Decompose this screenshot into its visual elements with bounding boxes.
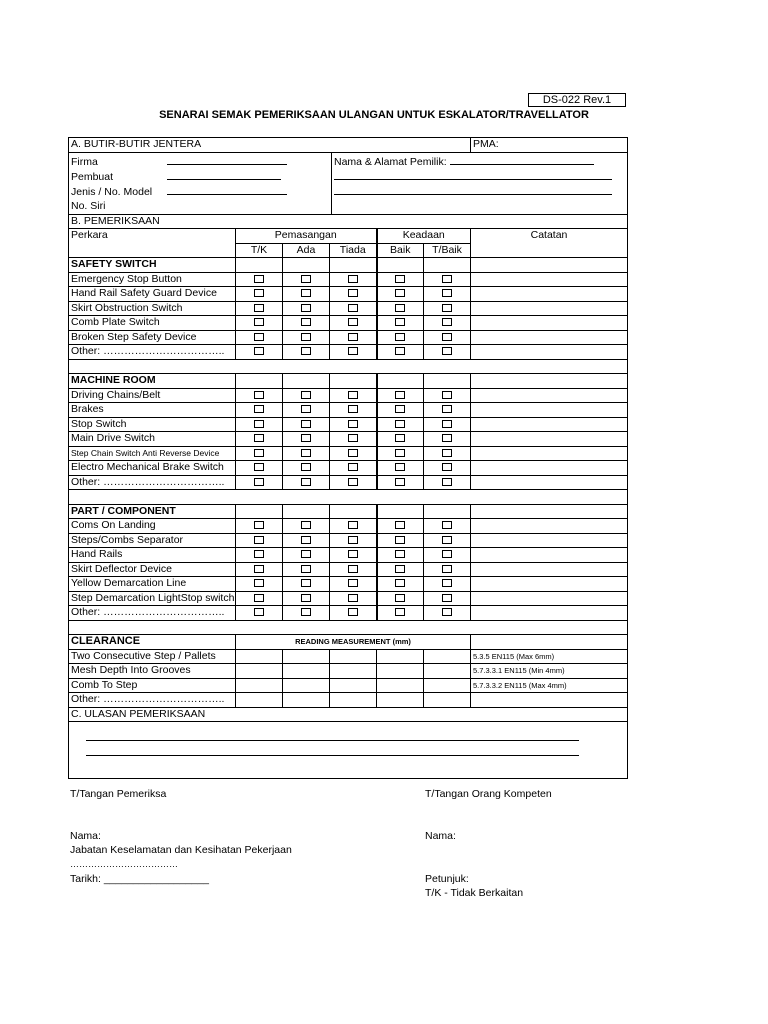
pma-field[interactable]: PMA: bbox=[471, 138, 628, 153]
checklist-row bbox=[69, 388, 628, 403]
ada-checkbox[interactable] bbox=[301, 521, 311, 529]
standard-note: 5.3.5 EN115 (Max 6mm) bbox=[471, 649, 628, 664]
catatan-cell[interactable] bbox=[471, 606, 628, 621]
baik-checkbox[interactable] bbox=[395, 275, 405, 283]
tbaik-checkbox[interactable] bbox=[442, 478, 452, 486]
tiada-checkbox[interactable] bbox=[348, 478, 358, 486]
tk-checkbox[interactable] bbox=[254, 579, 264, 587]
tk-checkbox[interactable] bbox=[254, 536, 264, 544]
baik-checkbox[interactable] bbox=[395, 391, 405, 399]
checklist-row bbox=[69, 432, 628, 447]
tbaik-checkbox[interactable] bbox=[442, 521, 452, 529]
checklist-row bbox=[69, 330, 628, 345]
tbaik-checkbox[interactable] bbox=[442, 594, 452, 602]
checklist-row bbox=[69, 533, 628, 548]
catatan-header: Catatan bbox=[471, 229, 628, 258]
catatan-cell[interactable] bbox=[471, 562, 628, 577]
tbaik-checkbox[interactable] bbox=[442, 536, 452, 544]
tbaik-checkbox[interactable] bbox=[442, 289, 452, 297]
group-title-row bbox=[69, 258, 628, 273]
tk-checkbox[interactable] bbox=[254, 304, 264, 312]
tk-checkbox[interactable] bbox=[254, 275, 264, 283]
legend-heading: Petunjuk: bbox=[425, 873, 469, 885]
checklist-row bbox=[69, 301, 628, 316]
department-label: Jabatan Keselamatan dan Kesihatan Pekerjaan bbox=[70, 844, 292, 856]
baik-checkbox[interactable] bbox=[395, 318, 405, 326]
tbaik-checkbox[interactable] bbox=[442, 391, 452, 399]
item-label: Other: …………………………….. bbox=[69, 345, 236, 360]
ada-checkbox[interactable] bbox=[301, 420, 311, 428]
tk-checkbox[interactable] bbox=[254, 333, 264, 341]
baik-checkbox[interactable] bbox=[395, 579, 405, 587]
baik-checkbox[interactable] bbox=[395, 420, 405, 428]
group-title-row bbox=[69, 374, 628, 389]
tbaik-checkbox[interactable] bbox=[442, 579, 452, 587]
baik-checkbox[interactable] bbox=[395, 304, 405, 312]
section-b-heading: B. PEMERIKSAAN bbox=[69, 214, 628, 229]
ada-checkbox[interactable] bbox=[301, 318, 311, 326]
checklist-row bbox=[69, 519, 628, 534]
tk-checkbox[interactable] bbox=[254, 289, 264, 297]
tk-checkbox[interactable] bbox=[254, 565, 264, 573]
checklist-row bbox=[69, 287, 628, 302]
legend-tk: T/K - Tidak Berkaitan bbox=[425, 887, 524, 899]
tiada-checkbox[interactable] bbox=[348, 579, 358, 587]
inspector-name-label: Nama: bbox=[70, 830, 101, 842]
tiada-checkbox[interactable] bbox=[348, 594, 358, 602]
ada-header: Ada bbox=[283, 243, 330, 258]
checklist-row bbox=[69, 606, 628, 621]
clearance-label: Comb To Step bbox=[69, 678, 236, 693]
tiada-checkbox[interactable] bbox=[348, 449, 358, 457]
ada-checkbox[interactable] bbox=[301, 333, 311, 341]
tbaik-checkbox[interactable] bbox=[442, 434, 452, 442]
standard-note: 5.7.3.3.2 EN115 (Max 4mm) bbox=[471, 678, 628, 693]
catatan-cell[interactable] bbox=[471, 446, 628, 461]
reading-cell[interactable] bbox=[330, 664, 377, 679]
reading-cell[interactable] bbox=[377, 664, 424, 679]
spacer-row bbox=[69, 620, 628, 635]
reading-cell[interactable] bbox=[377, 649, 424, 664]
item-label: Yellow Demarcation Line bbox=[69, 577, 236, 592]
item-label: Skirt Obstruction Switch bbox=[69, 301, 236, 316]
ada-checkbox[interactable] bbox=[301, 579, 311, 587]
tk-checkbox[interactable] bbox=[254, 449, 264, 457]
baik-checkbox[interactable] bbox=[395, 594, 405, 602]
tk-checkbox[interactable] bbox=[254, 391, 264, 399]
section-a-header-row bbox=[69, 138, 628, 153]
reading-cell[interactable] bbox=[330, 678, 377, 693]
group-title-row bbox=[69, 504, 628, 519]
pembuat-field[interactable] bbox=[167, 169, 281, 180]
clearance-label: Two Consecutive Step / Pallets bbox=[69, 649, 236, 664]
ada-checkbox[interactable] bbox=[301, 608, 311, 616]
ada-checkbox[interactable] bbox=[301, 536, 311, 544]
checklist-row bbox=[69, 316, 628, 331]
item-label: Hand Rail Safety Guard Device bbox=[69, 287, 236, 302]
checklist-row bbox=[69, 591, 628, 606]
tbaik-checkbox[interactable] bbox=[442, 449, 452, 457]
item-label: Comb Plate Switch bbox=[69, 316, 236, 331]
document-number: DS-022 Rev.1 bbox=[528, 93, 626, 107]
tk-checkbox[interactable] bbox=[254, 550, 264, 558]
department-dots: ……………………………… bbox=[70, 859, 178, 869]
reading-cell[interactable] bbox=[283, 649, 330, 664]
item-label: Other: …………………………….. bbox=[69, 606, 236, 621]
tiada-checkbox[interactable] bbox=[348, 275, 358, 283]
baik-checkbox[interactable] bbox=[395, 608, 405, 616]
spacer-row bbox=[69, 490, 628, 505]
catatan-cell[interactable] bbox=[471, 417, 628, 432]
reading-cell[interactable] bbox=[236, 664, 283, 679]
catatan-cell[interactable] bbox=[471, 301, 628, 316]
tbaik-checkbox[interactable] bbox=[442, 565, 452, 573]
checklist-row bbox=[69, 461, 628, 476]
section-b-header-row bbox=[69, 214, 628, 229]
checklist-row bbox=[69, 345, 628, 360]
tbaik-checkbox[interactable] bbox=[442, 608, 452, 616]
ada-checkbox[interactable] bbox=[301, 434, 311, 442]
catatan-cell[interactable] bbox=[471, 287, 628, 302]
tiada-checkbox[interactable] bbox=[348, 347, 358, 355]
reading-cell[interactable] bbox=[330, 693, 377, 708]
firma-label: Firma bbox=[71, 155, 98, 168]
tk-checkbox[interactable] bbox=[254, 434, 264, 442]
tk-header: T/K bbox=[236, 243, 283, 258]
comment-line-1 bbox=[86, 740, 579, 741]
keadaan-header: Keadaan bbox=[377, 229, 471, 244]
reading-cell[interactable] bbox=[424, 649, 471, 664]
checklist-row bbox=[69, 562, 628, 577]
tbaik-checkbox[interactable] bbox=[442, 550, 452, 558]
catatan-cell[interactable] bbox=[471, 577, 628, 592]
item-label: Main Drive Switch bbox=[69, 432, 236, 447]
item-label: Brakes bbox=[69, 403, 236, 418]
pemasangan-header: Pemasangan bbox=[236, 229, 377, 244]
catatan-cell[interactable] bbox=[471, 316, 628, 331]
catatan-cell[interactable] bbox=[471, 475, 628, 490]
ada-checkbox[interactable] bbox=[301, 347, 311, 355]
model-field[interactable] bbox=[167, 184, 287, 195]
date-field[interactable]: Tarikh: __________________ bbox=[70, 873, 209, 885]
checklist-row bbox=[69, 417, 628, 432]
group-title: PART / COMPONENT bbox=[69, 504, 236, 519]
item-label: Driving Chains/Belt bbox=[69, 388, 236, 403]
item-label: Other: …………………………….. bbox=[69, 475, 236, 490]
tk-checkbox[interactable] bbox=[254, 594, 264, 602]
reading-cell[interactable] bbox=[424, 664, 471, 679]
competent-name-label: Nama: bbox=[425, 830, 456, 842]
catatan-cell[interactable] bbox=[471, 533, 628, 548]
group-title: MACHINE ROOM bbox=[69, 374, 236, 389]
catatan-cell[interactable] bbox=[471, 272, 628, 287]
reading-cell[interactable] bbox=[424, 693, 471, 708]
tk-checkbox[interactable] bbox=[254, 347, 264, 355]
baik-header: Baik bbox=[377, 243, 424, 258]
baik-checkbox[interactable] bbox=[395, 449, 405, 457]
ada-checkbox[interactable] bbox=[301, 478, 311, 486]
tbaik-checkbox[interactable] bbox=[442, 304, 452, 312]
tiada-checkbox[interactable] bbox=[348, 391, 358, 399]
catatan-cell[interactable] bbox=[471, 388, 628, 403]
tiada-checkbox[interactable] bbox=[348, 333, 358, 341]
tk-checkbox[interactable] bbox=[254, 463, 264, 471]
reading-cell[interactable] bbox=[330, 649, 377, 664]
owner-label: Nama & Alamat Pemilik: bbox=[334, 155, 447, 168]
inspection-table bbox=[68, 137, 628, 779]
section-c-header-row bbox=[69, 707, 628, 722]
comments-row bbox=[69, 722, 628, 779]
tk-checkbox[interactable] bbox=[254, 318, 264, 326]
reading-cell[interactable] bbox=[236, 693, 283, 708]
tbaik-header: T/Baik bbox=[424, 243, 471, 258]
tiada-checkbox[interactable] bbox=[348, 304, 358, 312]
ada-checkbox[interactable] bbox=[301, 594, 311, 602]
standard-note: 5.7.3.3.1 EN115 (Min 4mm) bbox=[471, 664, 628, 679]
baik-checkbox[interactable] bbox=[395, 405, 405, 413]
ada-checkbox[interactable] bbox=[301, 565, 311, 573]
item-label: Emergency Stop Button bbox=[69, 272, 236, 287]
catatan-cell[interactable] bbox=[471, 461, 628, 476]
tiada-checkbox[interactable] bbox=[348, 550, 358, 558]
reading-cell[interactable] bbox=[283, 693, 330, 708]
tiada-checkbox[interactable] bbox=[348, 420, 358, 428]
clearance-row bbox=[69, 678, 628, 693]
tbaik-checkbox[interactable] bbox=[442, 420, 452, 428]
ada-checkbox[interactable] bbox=[301, 550, 311, 558]
tiada-checkbox[interactable] bbox=[348, 565, 358, 573]
reading-measurement-label: READING MEASUREMENT (mm) bbox=[236, 635, 471, 650]
item-label: Step Demarcation LightStop switch bbox=[69, 591, 236, 606]
baik-checkbox[interactable] bbox=[395, 536, 405, 544]
catatan-cell[interactable] bbox=[471, 519, 628, 534]
ada-checkbox[interactable] bbox=[301, 463, 311, 471]
tiada-checkbox[interactable] bbox=[348, 289, 358, 297]
tk-checkbox[interactable] bbox=[254, 478, 264, 486]
reading-cell[interactable] bbox=[377, 693, 424, 708]
baik-checkbox[interactable] bbox=[395, 333, 405, 341]
tiada-checkbox[interactable] bbox=[348, 521, 358, 529]
pembuat-label: Pembuat bbox=[71, 170, 114, 183]
firma-field[interactable] bbox=[167, 154, 287, 165]
clearance-label: Other: …………………………….. bbox=[69, 693, 236, 708]
clearance-title: CLEARANCE bbox=[69, 635, 236, 650]
model-label: Jenis / No. Model bbox=[71, 185, 153, 198]
ada-checkbox[interactable] bbox=[301, 449, 311, 457]
spacer-row bbox=[69, 359, 628, 374]
baik-checkbox[interactable] bbox=[395, 463, 405, 471]
catatan-cell[interactable] bbox=[471, 345, 628, 360]
item-label: Coms On Landing bbox=[69, 519, 236, 534]
tbaik-checkbox[interactable] bbox=[442, 463, 452, 471]
perkara-header: Perkara bbox=[69, 229, 236, 258]
ada-checkbox[interactable] bbox=[301, 405, 311, 413]
reading-cell[interactable] bbox=[377, 678, 424, 693]
baik-checkbox[interactable] bbox=[395, 478, 405, 486]
comments-area[interactable] bbox=[69, 722, 628, 779]
checklist-row bbox=[69, 577, 628, 592]
tbaik-checkbox[interactable] bbox=[442, 275, 452, 283]
catatan-cell[interactable] bbox=[471, 330, 628, 345]
tiada-checkbox[interactable] bbox=[348, 405, 358, 413]
item-label: Steps/Combs Separator bbox=[69, 533, 236, 548]
checklist-row bbox=[69, 446, 628, 461]
tbaik-checkbox[interactable] bbox=[442, 347, 452, 355]
item-label: Electro Mechanical Brake Switch bbox=[69, 461, 236, 476]
ada-checkbox[interactable] bbox=[301, 391, 311, 399]
checklist-row bbox=[69, 548, 628, 563]
reading-cell[interactable] bbox=[283, 678, 330, 693]
owner-address-line-2[interactable] bbox=[334, 184, 612, 195]
baik-checkbox[interactable] bbox=[395, 550, 405, 558]
standard-note bbox=[471, 693, 628, 708]
ada-checkbox[interactable] bbox=[301, 289, 311, 297]
baik-checkbox[interactable] bbox=[395, 434, 405, 442]
baik-checkbox[interactable] bbox=[395, 347, 405, 355]
inspector-signature-label: T/Tangan Pemeriksa bbox=[70, 788, 167, 800]
clearance-label: Mesh Depth Into Grooves bbox=[69, 664, 236, 679]
clearance-row bbox=[69, 649, 628, 664]
item-label: Step Chain Switch Anti Reverse Device bbox=[69, 446, 236, 461]
section-c-heading: C. ULASAN PEMERIKSAAN bbox=[69, 707, 628, 722]
owner-address-line-1[interactable] bbox=[334, 169, 612, 180]
baik-checkbox[interactable] bbox=[395, 289, 405, 297]
item-label: Broken Step Safety Device bbox=[69, 330, 236, 345]
reading-cell[interactable] bbox=[236, 678, 283, 693]
tiada-header: Tiada bbox=[330, 243, 377, 258]
tk-checkbox[interactable] bbox=[254, 521, 264, 529]
owner-name-field[interactable] bbox=[450, 154, 594, 165]
group-title: SAFETY SWITCH bbox=[69, 258, 236, 273]
catatan-cell[interactable] bbox=[471, 548, 628, 563]
catatan-cell[interactable] bbox=[471, 591, 628, 606]
reading-cell[interactable] bbox=[424, 678, 471, 693]
baik-checkbox[interactable] bbox=[395, 521, 405, 529]
reading-cell[interactable] bbox=[236, 649, 283, 664]
tiada-checkbox[interactable] bbox=[348, 608, 358, 616]
ada-checkbox[interactable] bbox=[301, 304, 311, 312]
machine-details-row bbox=[69, 152, 628, 214]
serial-label: No. Siri bbox=[71, 199, 106, 212]
checklist-row bbox=[69, 272, 628, 287]
tk-checkbox[interactable] bbox=[254, 608, 264, 616]
tiada-checkbox[interactable] bbox=[348, 536, 358, 544]
clearance-header-row bbox=[69, 635, 628, 650]
tbaik-checkbox[interactable] bbox=[442, 333, 452, 341]
reading-cell[interactable] bbox=[283, 664, 330, 679]
ada-checkbox[interactable] bbox=[301, 275, 311, 283]
checklist-row bbox=[69, 475, 628, 490]
competent-signature-label: T/Tangan Orang Kompeten bbox=[425, 788, 552, 800]
baik-checkbox[interactable] bbox=[395, 565, 405, 573]
item-label: Skirt Deflector Device bbox=[69, 562, 236, 577]
tk-checkbox[interactable] bbox=[254, 420, 264, 428]
tbaik-checkbox[interactable] bbox=[442, 318, 452, 326]
form-title: SENARAI SEMAK PEMERIKSAAN ULANGAN UNTUK ESKALATOR/TRAVELLATOR bbox=[159, 109, 589, 121]
item-label: Hand Rails bbox=[69, 548, 236, 563]
clearance-row bbox=[69, 664, 628, 679]
tk-checkbox[interactable] bbox=[254, 405, 264, 413]
clearance-row bbox=[69, 693, 628, 708]
tiada-checkbox[interactable] bbox=[348, 434, 358, 442]
section-a-heading: A. BUTIR-BUTIR JENTERA bbox=[69, 138, 471, 153]
column-group-row bbox=[69, 229, 628, 244]
comment-line-2 bbox=[86, 755, 579, 756]
checklist-row bbox=[69, 403, 628, 418]
tiada-checkbox[interactable] bbox=[348, 318, 358, 326]
item-label: Stop Switch bbox=[69, 417, 236, 432]
catatan-cell[interactable] bbox=[471, 432, 628, 447]
catatan-cell[interactable] bbox=[471, 403, 628, 418]
tiada-checkbox[interactable] bbox=[348, 463, 358, 471]
tbaik-checkbox[interactable] bbox=[442, 405, 452, 413]
